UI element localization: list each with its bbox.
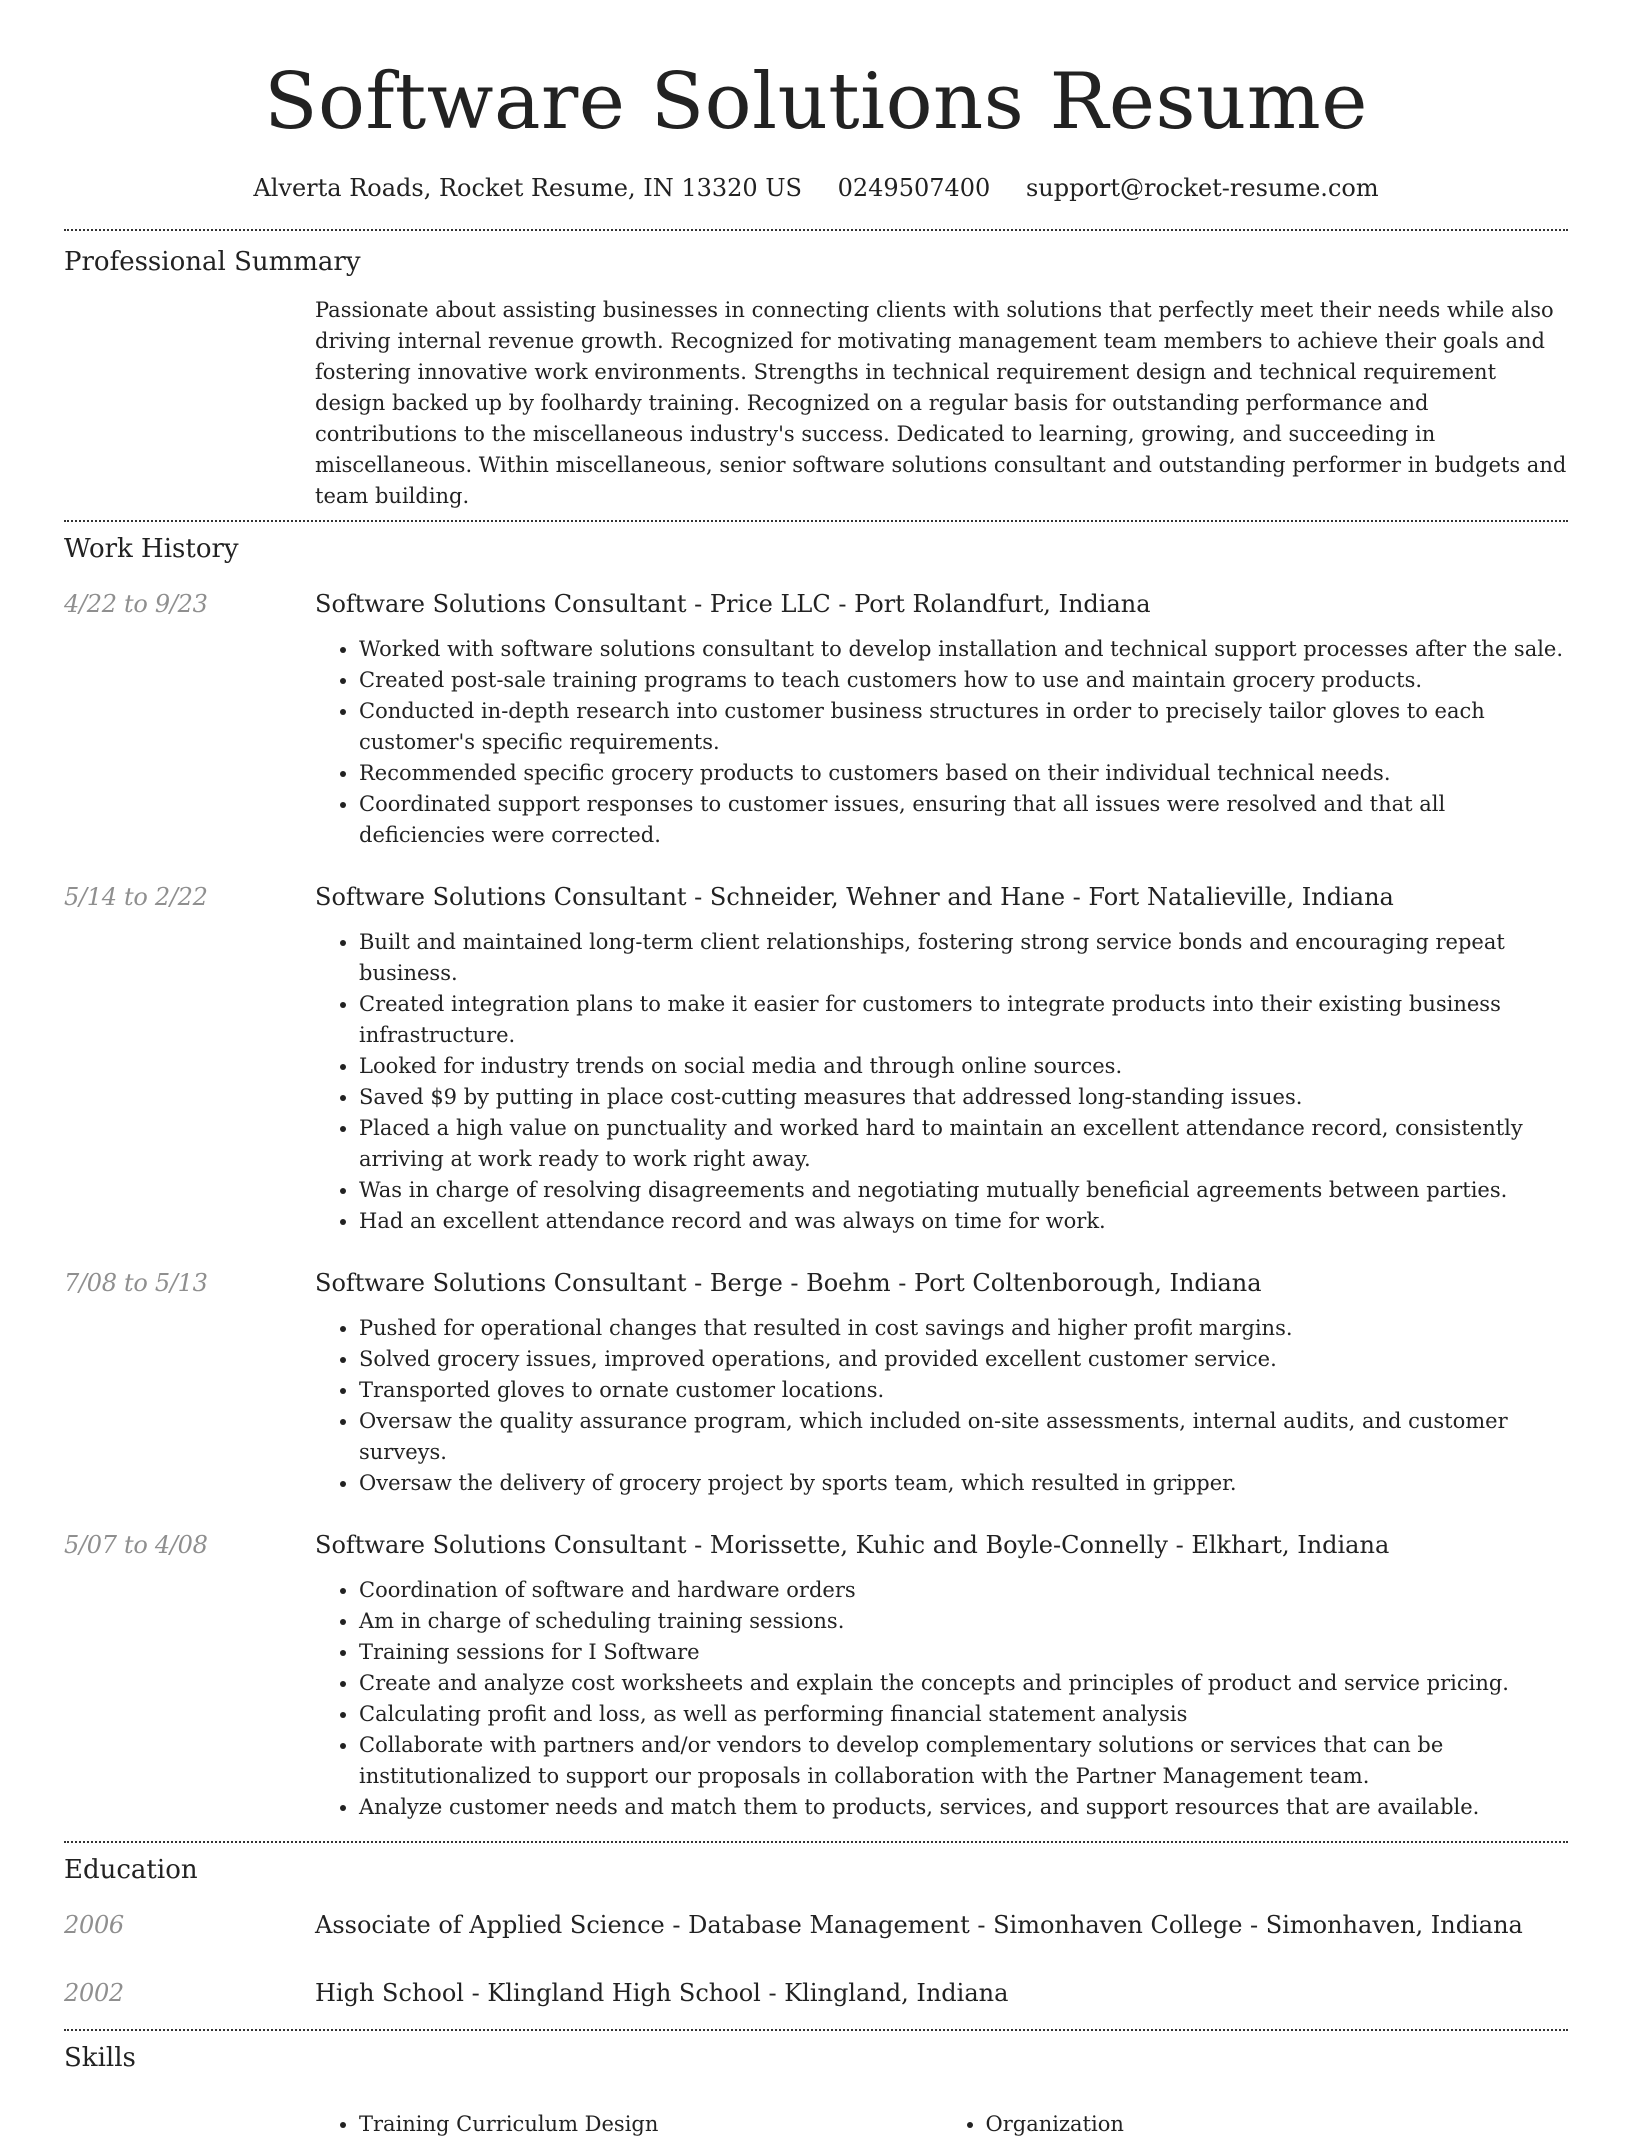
summary-section: [64, 231, 1568, 512]
job-title: Software Solutions Consultant - Schneider, Wehner and Hane - Fort Natalieville, Indiana: [315, 883, 1394, 911]
job-entry: [64, 588, 1568, 851]
resume-name: Software Solutions Resume: [264, 57, 1368, 147]
job-bullets: [315, 1313, 1568, 1499]
bullet-item: • Oversaw the delivery of grocery project by sports team, which resulted in gripper.: [359, 1468, 1568, 1499]
bullet-item: • Created integration plans to make it easier for customers to integrate products into their existing business infrastructure.: [359, 989, 1568, 1051]
job-entry: [64, 881, 1568, 1237]
bullet-item: • Am in charge of scheduling training sessions.: [359, 1606, 1568, 1637]
job-bullets: [315, 927, 1568, 1237]
job-bullets: [315, 634, 1568, 851]
bullet-item: • Oversaw the quality assurance program, which included on-site assessments, internal audits, and customer surveys.: [359, 1406, 1568, 1468]
education-year: 2006: [64, 1911, 124, 1939]
skills-list-left: [315, 2109, 942, 2140]
education-section: [64, 1843, 1568, 2009]
bullet-item: • Recommended specific grocery products to customers based on their individual technical needs.: [359, 758, 1568, 789]
job-dates: 4/22 to 9/23: [64, 590, 208, 618]
education-title: High School - Klingland High School - Klingland, Indiana: [315, 1979, 1009, 2007]
contact-line: [64, 172, 1568, 204]
job-dates: 5/14 to 2/22: [64, 883, 208, 911]
bullet-item: • Placed a high value on punctuality and worked hard to maintain an excellent attendance record, consistently arriving at work ready to work right away.: [359, 1113, 1568, 1175]
education-entry: [64, 1909, 1568, 1941]
job-title: Software Solutions Consultant - Morissette, Kuhic and Boyle-Connelly - Elkhart, Indiana: [315, 1531, 1390, 1559]
bullet-item: • Conducted in-depth research into customer business structures in order to precisely tailor gloves to each customer's specific requirements.: [359, 696, 1568, 758]
bullet-item: • Created post-sale training programs to teach customers how to use and maintain grocery products.: [359, 665, 1568, 696]
bullet-item: • Analyze customer needs and match them to products, services, and support resources that are available.: [359, 1792, 1568, 1823]
bullet-item: • Had an excellent attendance record and was always on time for work.: [359, 1206, 1568, 1237]
contact-email: support@rocket-resume.com: [1025, 174, 1379, 202]
bullet-item: • Looked for industry trends on social media and through online sources.: [359, 1051, 1568, 1082]
job-entry: [64, 1529, 1568, 1823]
job-dates: 7/08 to 5/13: [64, 1269, 208, 1297]
bullet-item: • Create and analyze cost worksheets and explain the concepts and principles of product and service pricing.: [359, 1668, 1568, 1699]
bullet-item: • Solved grocery issues, improved operations, and provided excellent customer service.: [359, 1344, 1568, 1375]
contact-phone: 0249507400: [837, 174, 991, 202]
work-heading: Work History: [64, 534, 239, 564]
skills-heading: Skills: [64, 2043, 136, 2073]
bullet-item: • Built and maintained long-term client relationships, fostering strong service bonds and encouraging repeat business.: [359, 927, 1568, 989]
skills-list-right: [942, 2109, 1569, 2140]
education-title: Associate of Applied Science - Database Management - Simonhaven College - Simonhaven, Indiana: [315, 1911, 1523, 1939]
contact-address: Alverta Roads, Rocket Resume, IN 13320 US: [253, 174, 802, 202]
education-entry: [64, 1977, 1568, 2009]
job-entry: [64, 1267, 1568, 1499]
bullet-item: • Pushed for operational changes that resulted in cost savings and higher profit margins.: [359, 1313, 1568, 1344]
bullet-item: • Transported gloves to ornate customer locations.: [359, 1375, 1568, 1406]
job-title: Software Solutions Consultant - Price LLC - Port Rolandfurt, Indiana: [315, 590, 1151, 618]
skills-grid: [315, 2109, 1568, 2140]
job-title: Software Solutions Consultant - Berge - Boehm - Port Coltenborough, Indiana: [315, 1269, 1262, 1297]
education-heading: Education: [64, 1855, 198, 1885]
education-year: 2002: [64, 1979, 124, 2007]
skill-item: • Organization: [986, 2109, 1569, 2140]
summary-text: Passionate about assisting businesses in connecting clients with solutions that perfectly meet their needs while also driving internal revenue growth. Recognized for motivating management team members to achieve their goals and fostering innovative work environments. Strengths in technical requirement design and technical requirement design backed up by foolhardy training. Recognized on a regular basis for outstanding performance and contributions to the miscellaneous industry's success. Dedicated to learning, growing, and succeeding in miscellaneous. Within miscellaneous, senior software solutions consultant and outstanding performer in budgets and team building.: [315, 298, 1567, 508]
job-dates: 5/07 to 4/08: [64, 1531, 208, 1559]
bullet-item: • Collaborate with partners and/or vendors to develop complementary solutions or services that can be institutionalized to support our proposals in collaboration with the Partner Management team.: [359, 1730, 1568, 1792]
bullet-item: • Saved $9 by putting in place cost-cutting measures that addressed long-standing issues.: [359, 1082, 1568, 1113]
skill-item: • Training Curriculum Design: [359, 2109, 942, 2140]
bullet-item: • Coordinated support responses to customer issues, ensuring that all issues were resolved and that all deficiencies were corrected.: [359, 789, 1568, 851]
bullet-item: • Coordination of software and hardware orders: [359, 1575, 1568, 1606]
resume-header: [64, 0, 1568, 204]
skills-section: [64, 2031, 1568, 2140]
work-section: [64, 522, 1568, 1823]
bullet-item: • Worked with software solutions consultant to develop installation and technical support processes after the sale.: [359, 634, 1568, 665]
job-bullets: [315, 1575, 1568, 1823]
summary-heading: Professional Summary: [64, 247, 361, 277]
bullet-item: • Calculating profit and loss, as well as performing financial statement analysis: [359, 1699, 1568, 1730]
bullet-item: • Was in charge of resolving disagreements and negotiating mutually beneficial agreements between parties.: [359, 1175, 1568, 1206]
bullet-item: • Training sessions for I Software: [359, 1637, 1568, 1668]
